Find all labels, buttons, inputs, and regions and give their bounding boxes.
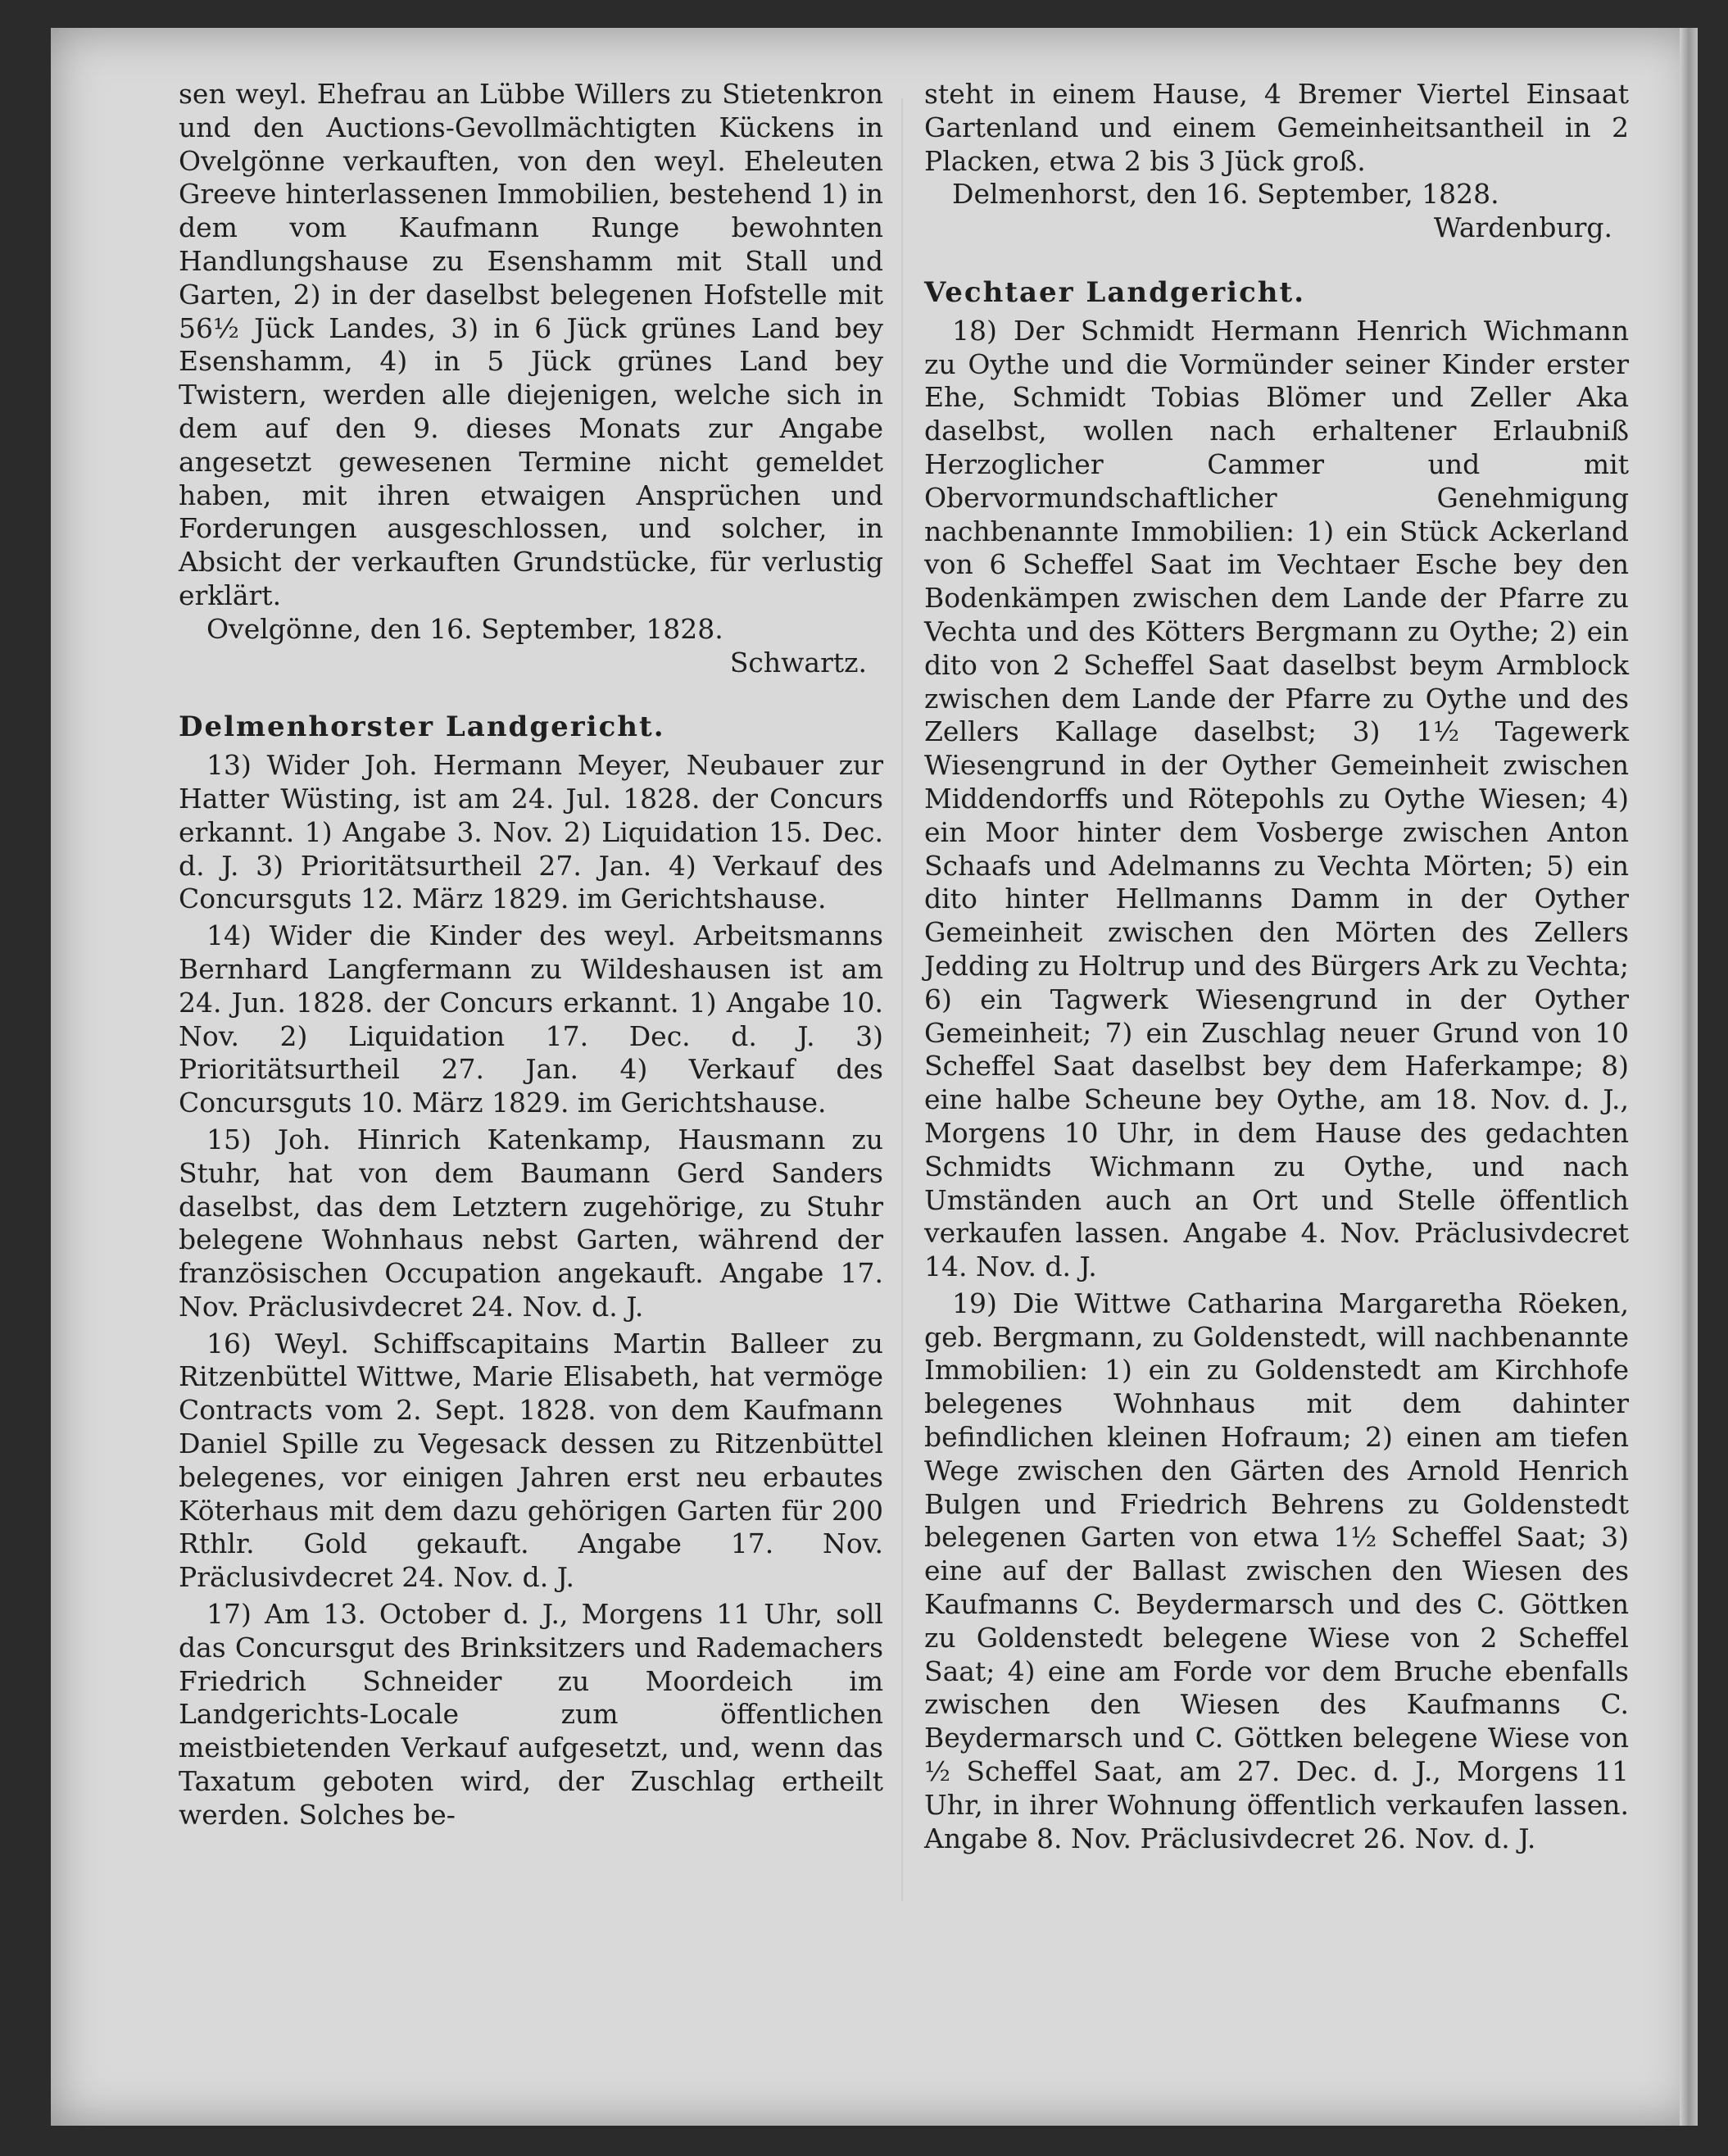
notice-entry-14: 14) Wider die Kinder des weyl. Arbeitsmanns Bernhard Langfermann zu Wildeshausen ist am 24. Jun. 1828. der Concurs erkannt. 1) Angabe 10. Nov. 2) Liquidation 17. Dec. d. J. 3) Prioritätsurtheil 27. Jan. 4) Verkauf des Concursguts 10. März 1829. im Gerichtshause. [179,919,883,1119]
right-place-date: Delmenhorst, den 16. September, 1828. [952,178,1499,211]
delmenhorst-court-heading: Delmenhorster Landgericht. [179,710,665,744]
page-edge [1680,28,1698,2126]
right-continuation-paragraph: steht in einem Hause, 4 Bremer Viertel Einsaat Gartenland und einem Gemeinheitsantheil in 2 Placken, etwa 2 bis 3 Jück groß. [924,78,1629,177]
left-column [179,78,883,1832]
left-intro-paragraph: sen weyl. Ehefrau an Lübbe Willers zu Stietenkron und den Auctions-Gevollmächtigten Kückens in Ovelgönne verkauften, von den weyl. Eheleuten Greeve hinterlassenen Immobilien, bestehend 1) in dem vom Kaufmann Runge bewohnten Handlungshause zu Esenshamm mit Stall und Garten, 2) in der daselbst belegenen Hofstelle mit 56½ Jück Landes, 3) in 6 Jück grünes Land bey Esenshamm, 4) in 5 Jück grünes Land bey Twistern, werden alle diejenigen, welche sich in dem auf den 9. dieses Monats zur Angabe angesetzt gewesenen Termine nicht gemeldet haben, mit ihren etwaigen Ansprüchen und Forderungen ausgeschlossen, und solcher, in Absicht der verkauften Grundstücke, für verlustig erklärt. [179,78,883,611]
notice-entry-15: 15) Joh. Hinrich Katenkamp, Hausmann zu Stuhr, hat von dem Baumann Gerd Sanders daselbst, das dem Letztern zugehörige, zu Stuhr belegene Wohnhaus nebst Garten, während der französischen Occupation angekauft. Angabe 17. Nov. Präclusivdecret 24. Nov. d. J. [179,1123,883,1323]
left-signature: Schwartz. [729,646,867,679]
left-place-date: Ovelgönne, den 16. September, 1828. [206,612,723,645]
notice-entry-19: 19) Die Wittwe Catharina Margaretha Röeken, geb. Bergmann, zu Goldenstedt, will nachbenannte Immobilien: 1) ein zu Goldenstedt am Kirchhofe belegenes Wohnhaus mit dem dahinter befindlichen kleinen Hofraum; 2) einen am tiefen Wege zwischen den Gärten des Arnold Henrich Bulgen und Friedrich Behrens zu Goldenstedt belegenen Garten von etwa 1½ Scheffel Saat; 3) eine auf der Ballast zwischen den Wiesen des Kaufmanns C. Beydermarsch und des C. Göttken zu Goldenstedt belegene Wiese von 2 Scheffel Saat; 4) eine am Forde vor dem Bruche ebenfalls zwischen den Wiesen des Kaufmanns C. Beydermarsch und C. Göttken belegene Wiese von ½ Scheffel Saat, am 27. Dec. d. J., Morgens 11 Uhr, in ihrer Wohnung öffentlich verkaufen lassen. Angabe 8. Nov. Präclusivdecret 26. Nov. d. J. [924,1287,1629,1854]
notice-entry-18: 18) Der Schmidt Hermann Henrich Wichmann zu Oythe und die Vormünder seiner Kinder erster Ehe, Schmidt Tobias Blömer und Zeller Aka daselbst, wollen nach erhaltener Erlaubniß Herzoglicher Cammer und mit Obervormundschaftlicher Genehmigung nachbenannte Immobilien: 1) ein Stück Ackerland von 6 Scheffel Saat im Vechtaer Esche bey den Bodenkämpen zwischen dem Lande der Pfarre zu Vechta und des Kötters Bergmann zu Oythe; 2) ein dito von 2 Scheffel Saat daselbst beym Armblock zwischen dem Lande der Pfarre zu Oythe und des Zellers Kallage daselbst; 3) 1½ Tagewerk Wiesengrund in der Oyther Gemeinheit zwischen Middendorffs und Rötepohls zu Oythe Wiesen; 4) ein Moor hinter dem Vosberge zwischen Anton Schaafs und Adelmanns zu Vechta Mörten; 5) ein dito hinter Hellmanns Damm in der Oyther Gemeinheit zwischen den Mörten des Zellers Jedding zu Holtrup und des Bürgers Ark zu Vechta; 6) ein Tagwerk Wiesengrund in der Oyther Gemeinheit; 7) ein Zuschlag neuer Grund von 10 Scheffel Saat daselbst bey dem Haferkampe; 8) eine halbe Scheune bey Oythe, am 18. Nov. d. J., Morgens 10 Uhr, in dem Hause des gedachten Schmidts Wichmann zu Oythe, und nach Umständen auch an Ort und Stelle öffentlich verkaufen lassen. Angabe 4. Nov. Präclusivdecret 14. Nov. d. J. [924,314,1629,1283]
notice-entry-13: 13) Wider Joh. Hermann Meyer, Neubauer zur Hatter Wüsting, ist am 24. Jul. 1828. der Concurs erkannt. 1) Angabe 3. Nov. 2) Liquidation 15. Dec. d. J. 3) Prioritätsurtheil 27. Jan. 4) Verkauf des Concursguts 12. März 1829. im Gerichtshause. [179,749,883,915]
notice-entry-16: 16) Weyl. Schiffscapitains Martin Balleer zu Ritzenbüttel Wittwe, Marie Elisabeth, hat vermöge Contracts vom 2. Sept. 1828. von dem Kaufmann Daniel Spille zu Vegesack dessen zu Ritzenbüttel belegenes, vor einigen Jahren erst neu erbautes Köterhaus mit dem dazu gehörigen Garten für 200 Rthlr. Gold gekauft. Angabe 17. Nov. Präclusivdecret 24. Nov. d. J. [179,1327,883,1594]
notice-entry-17: 17) Am 13. October d. J., Morgens 11 Uhr, soll das Concursgut des Brinksitzers und Rademachers Friedrich Schneider zu Moordeich im Landgerichts-Locale zum öffentlichen meistbietenden Verkauf aufgesetzt, und, wenn das Taxatum geboten wird, der Zuschlag ertheilt werden. Solches be- [179,1598,883,1831]
right-column [924,78,1629,1855]
right-signature: Wardenburg. [1433,211,1612,244]
column-gutter [901,98,903,1901]
vechta-court-heading: Vechtaer Landgericht. [924,275,1306,309]
